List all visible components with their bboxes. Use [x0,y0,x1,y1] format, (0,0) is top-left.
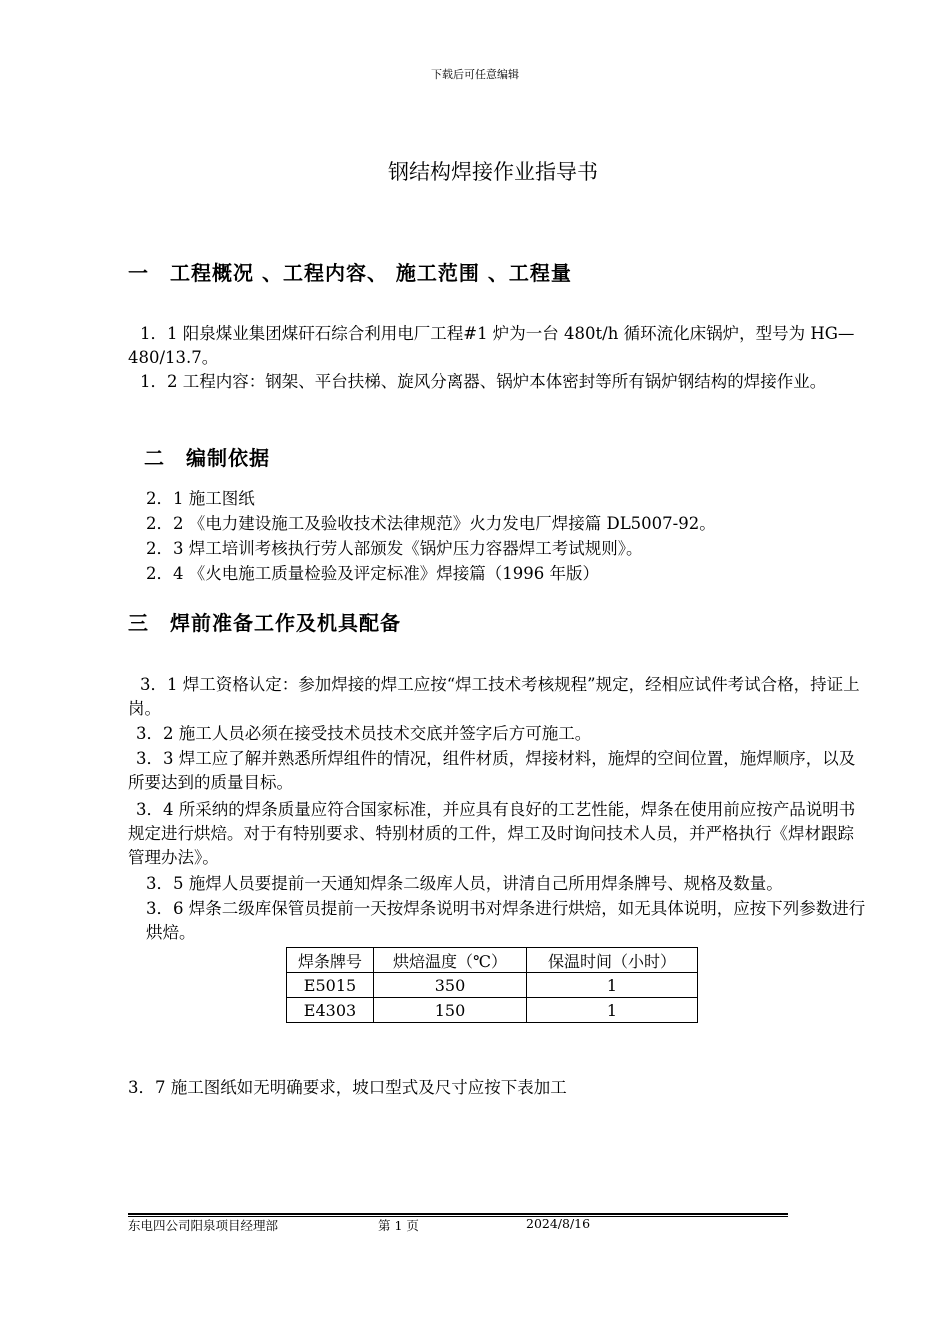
table-header-cell: 烘焙温度（℃） [374,948,527,973]
table-cell: E5015 [287,973,374,998]
table-cell: E4303 [287,998,374,1023]
section-2-item-1: 2．1 施工图纸 [146,489,255,508]
section-3-heading: 三 焊前准备工作及机具配备 [128,611,401,635]
table-cell: 350 [374,973,527,998]
table-cell: 1 [527,973,698,998]
table-row [287,973,698,998]
section-2-item-4: 2．4 《火电施工质量检验及评定标准》焊接篇（1996 年版） [146,564,599,583]
section-1-paragraph-2: 1．2 工程内容：钢架、平台扶梯、旋风分离器、锅炉本体密封等所有锅炉钢结构的焊接作业。 [140,372,827,391]
table-header-cell: 保温时间（小时） [527,948,698,973]
section-3-paragraph-4: 3．4 所采纳的焊条质量应符合国家标准，并应具有良好的工艺性能，焊条在使用前应按产品说明书规定进行烘焙。对于有特别要求、特别材质的工件，焊工及时询问技术人员，并严格执行《焊材跟踪管理办法》。 [128,800,856,867]
table-header-row [287,948,698,973]
section-2-heading: 二 编制依据 [144,446,270,470]
section-3-paragraph-1: 3．1 焊工资格认定：参加焊接的焊工应按“焊工技术考核规程”规定，经相应试件考试合格，持证上岗。 [128,675,860,718]
section-3-paragraph-7: 3．7 施工图纸如无明确要求，坡口型式及尺寸应按下表加工 [128,1078,567,1097]
baking-parameters-table [286,947,698,1023]
section-3-paragraph-2: 3．2 施工人员必须在接受技术员技术交底并签字后方可施工。 [136,724,592,743]
table-row [287,998,698,1023]
footer-page-number: 第 1 页 [378,1218,419,1233]
section-2-item-3: 2．3 焊工培训考核执行劳人部颁发《锅炉压力容器焊工考试规则》。 [146,539,643,558]
table-header-cell: 焊条牌号 [287,948,374,973]
section-2-item-2: 2．2 《电力建设施工及验收技术法律规范》火力发电厂焊接篇 DL5007-92。 [146,514,716,533]
table-cell: 150 [374,998,527,1023]
section-3-paragraph-5: 3．5 施焊人员要提前一天通知焊条二级库人员，讲清自己所用焊条牌号、规格及数量。 [146,874,783,893]
header-note: 下载后可任意编辑 [431,68,519,81]
footer-date: 2024/8/16 [526,1216,591,1231]
footer-rule [128,1213,788,1215]
footer-company: 东电四公司阳泉项目经理部 [128,1218,279,1233]
table-cell: 1 [527,998,698,1023]
section-3-paragraph-3: 3．3 焊工应了解并熟悉所焊组件的情况，组件材质，焊接材料，施焊的空间位置，施焊顺序，以及所要达到的质量目标。 [128,749,856,792]
section-3-paragraph-6: 3．6 焊条二级库保管员提前一天按焊条说明书对焊条进行烘焙，如无具体说明，应按下列参数进行烘焙。 [146,899,866,942]
section-1-heading: 一 工程概况 、工程内容、 施工范围 、工程量 [128,261,572,285]
section-1-paragraph-1: 1．1 阳泉煤业集团煤矸石综合利用电厂工程#1 炉为一台 480t/h 循环流化床锅炉，型号为 HG—480/13.7。 [128,324,855,367]
document-title: 钢结构焊接作业指导书 [388,160,598,184]
